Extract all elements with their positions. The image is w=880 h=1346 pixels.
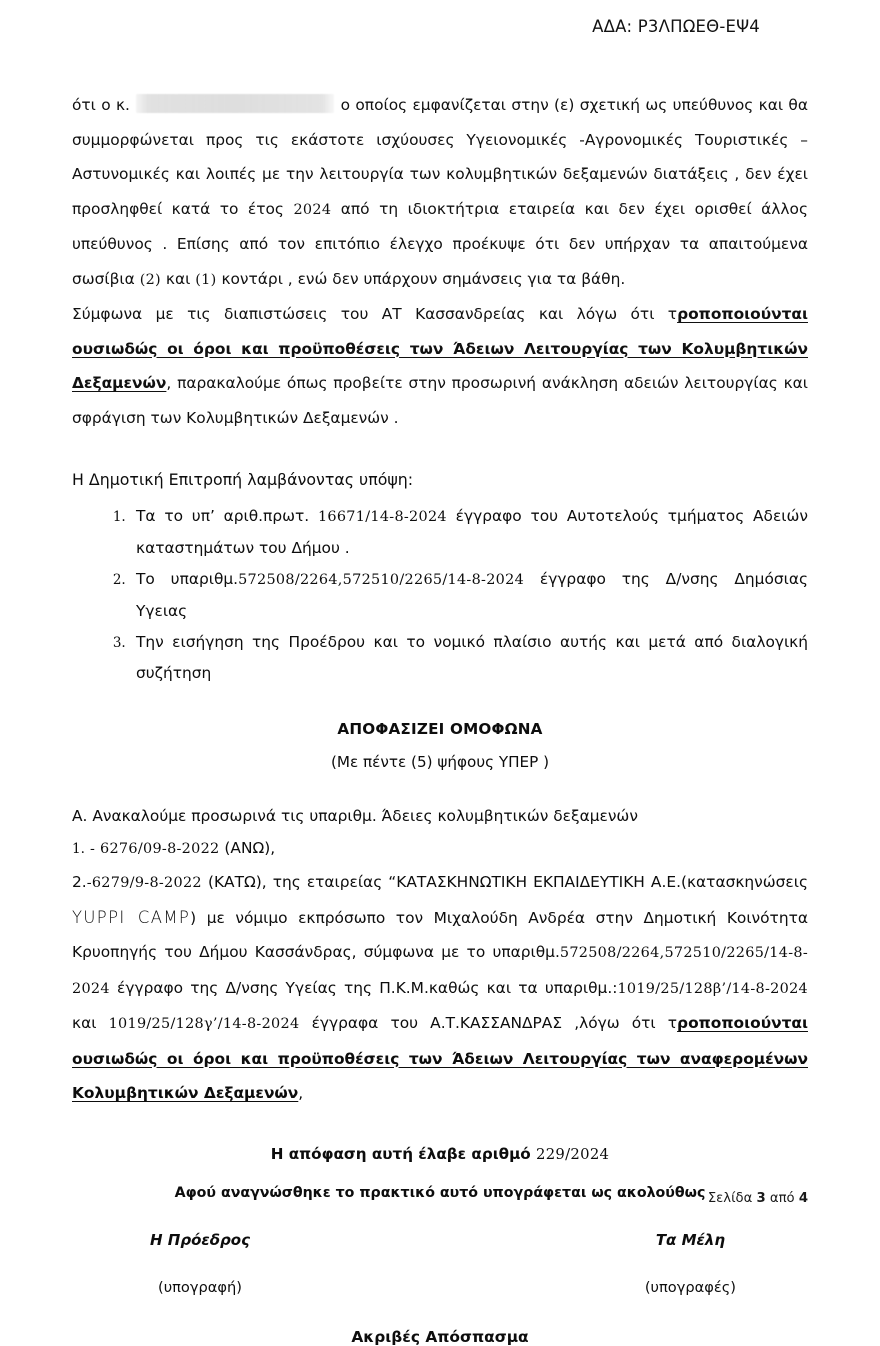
paragraph-findings [72, 88, 808, 297]
signature-row [72, 1231, 808, 1296]
revocation-1-reference: - 6276/09-8-2022 [89, 841, 220, 857]
decision-votes: (Με πέντε (5) ψήφους ΥΠΕΡ ) [330, 753, 550, 771]
president-title: Η Πρόεδρος [150, 1230, 250, 1249]
revocation-1-index: 1. [72, 841, 85, 857]
consideration-2-after: έγγραφο της Δ/νσης Δημόσιας Υγειας [136, 570, 809, 620]
footer-prefix: Σελίδα [707, 1191, 753, 1206]
members-title: Τα Μέλη [655, 1230, 726, 1249]
footer-current-page: 3 [756, 1191, 766, 1206]
revocation-1-label: (ΑΝΩ), [224, 839, 276, 857]
police-reference-1: 1019/25/128β’/14-8-2024 [617, 980, 808, 997]
committee-intro: Η Δημοτική Επιτροπή λαμβάνοντας υπόψη: [72, 470, 414, 489]
decision-number-value: 229/2024 [535, 1145, 610, 1163]
exact-copy-label: Ακριβές Απόσπασμα [351, 1327, 529, 1346]
paragraph2-tail: , παρακαλούμε όπως προβείτε στην προσωρινή ανάκληση αδειών λειτουργίας και σφράγιση των Κολυμβητικών Δεξαμενών . [72, 374, 808, 427]
decision-number-label: Η απόφαση αυτή έλαβε αριθμό [270, 1144, 531, 1163]
revocation-2-label: (ΚΑΤΩ), [207, 873, 267, 891]
list-item [130, 627, 808, 688]
revocation-item-1 [72, 833, 808, 865]
decision-heading: ΑΠΟΦΑΣΙΖΕΙ ΟΜΟΦΩΝΑ [337, 720, 543, 738]
consideration-1-reference: 16671/14-8-2024 [317, 509, 447, 525]
consideration-2-reference: 572508/2264,572510/2265/14-8-2024 [238, 572, 525, 588]
revocation-2-reference: -6279/9-8-2022 [86, 875, 202, 891]
revocation-2-index: 2. [72, 873, 87, 891]
paragraph-request-revocation [72, 297, 808, 435]
paragraph1-year: 2024 [293, 201, 332, 218]
lifebuoy-count: (2) [139, 271, 161, 288]
consideration-1-after: έγγραφο του Αυτοτελούς τμήματος Αδειών καταστημάτων του Δήμου . [136, 507, 808, 557]
members-signature-placeholder: (υπογραφές) [644, 1278, 736, 1296]
decision-number-line [72, 1145, 808, 1163]
paragraph2-emphasis: ροποποιούνται ουσιωδώς οι όροι και προϋποθέσεις των Άδειων Λειτουργίας των Κολυμβητικών Δεξαμενών [72, 305, 808, 392]
company-brand: YUPPI CAMP [72, 907, 191, 927]
consideration-3-text: Την εισήγηση της Προέδρου και το νομικό πλαίσιο αυτής και μετά από διαλογική συζήτηση [136, 633, 808, 682]
redacted-name-box [136, 94, 334, 113]
paragraph1-mid: και [165, 269, 191, 288]
ada-reference-header: ΑΔΑ: Ρ3ΛΠΩΕΘ-ΕΨ4 [592, 17, 760, 36]
list-item [130, 501, 808, 563]
consideration-2-before: Το υπαριθμ. [136, 570, 239, 588]
paragraph2-lead: Σύμφωνα με τις διαπιστώσεις του ΑΤ Κασσανδρείας και λόγω ότι τ [72, 305, 678, 323]
minutes-read-line: Αφού αναγνώσθηκε το πρακτικό αυτό υπογράφεται ως ακολούθως [174, 1184, 706, 1201]
paragraph1-end: κοντάρι , ενώ δεν υπάρχουν σημάνσεις για τα βάθη. [221, 269, 626, 288]
document-body [72, 88, 808, 1346]
company-text-1: της εταιρείας “ΚΑΤΑΣΚΗΝΩΤΙΚΗ ΕΚΠΑΙΔΕΥΤΙΚΗ Α.Ε.(κατασκηνώσεις [272, 873, 808, 891]
paragraph1-before-redaction: ότι ο κ. [72, 96, 130, 114]
section-a-emphasis: ροποποιούνται ουσιωδώς οι όροι και προϋποθέσεις των Άδειων Λειτουργίας των αναφερομένων Κολυμβητικών Δεξαμενών [72, 1014, 808, 1102]
section-a-lead: Α. Ανακαλούμε προσωρινά τις υπαριθμ. Άδειες κολυμβητικών δεξαμενών [72, 807, 638, 825]
footer-total-pages: 4 [798, 1191, 808, 1206]
health-department-reference: 572508/2264,572510/2265/14-8-2024 [72, 945, 808, 997]
paragraph1-tail: από τη ιδιοκτήτρια εταιρεία και δεν έχει ορισθεί άλλος υπεύθυνος . Επίσης από τον επιτόπιο έλεγχο προέκυψε ότι δεν υπήρχαν τα απαιτούμενα σωσίβια [72, 199, 808, 288]
list-item [130, 564, 808, 626]
page-footer [708, 1191, 808, 1206]
president-signature-placeholder: (υπογραφή) [158, 1278, 242, 1296]
members-signature-block [645, 1231, 736, 1296]
president-signature-block [150, 1231, 250, 1296]
company-text-4: έγγραφα του Α.Τ.ΚΑΣΣΑΝΔΡΑΣ ,λόγω ότι τ [311, 1014, 678, 1032]
police-reference-2: 1019/25/128γ’/14-8-2024 [108, 1016, 300, 1032]
considerations-list [72, 501, 808, 688]
consideration-1-before: Τα το υπ’ αριθ.πρωτ. [136, 507, 310, 525]
paragraph1-after-redaction: ο οποίος εμφανίζεται στην (ε) σχετική ως υπεύθυνος και θα συμμορφώνεται προς τις εκάστοτε ισχύουσες Υγειονομικές -Αγρονομικές Τουριστικές – Αστυνομικές και λοιπές με την λειτουργία των κολυμβητικών δεξαμενών διατάξεις , δεν έχει προσληφθεί κατά το έτος [72, 96, 808, 218]
reference-conjunction: και [72, 1014, 97, 1032]
pole-count: (1) [195, 271, 217, 288]
company-text-2: ) με νόμιμο εκπρόσωπο τον Μιχαλούδη Ανδρέα στην Δημοτική Κοινότητα Κρυοπηγής του Δήμου Κασσάνδρας, σύμφωνα με το υπαριθμ. [72, 908, 808, 961]
section-a-tail: , [298, 1084, 304, 1102]
footer-middle: από [769, 1191, 795, 1206]
revocation-item-2 [72, 865, 808, 1111]
company-text-3: έγγραφο της Δ/νσης Υγείας της Π.Κ.Μ.καθώς και τα υπαριθμ.: [117, 978, 618, 997]
